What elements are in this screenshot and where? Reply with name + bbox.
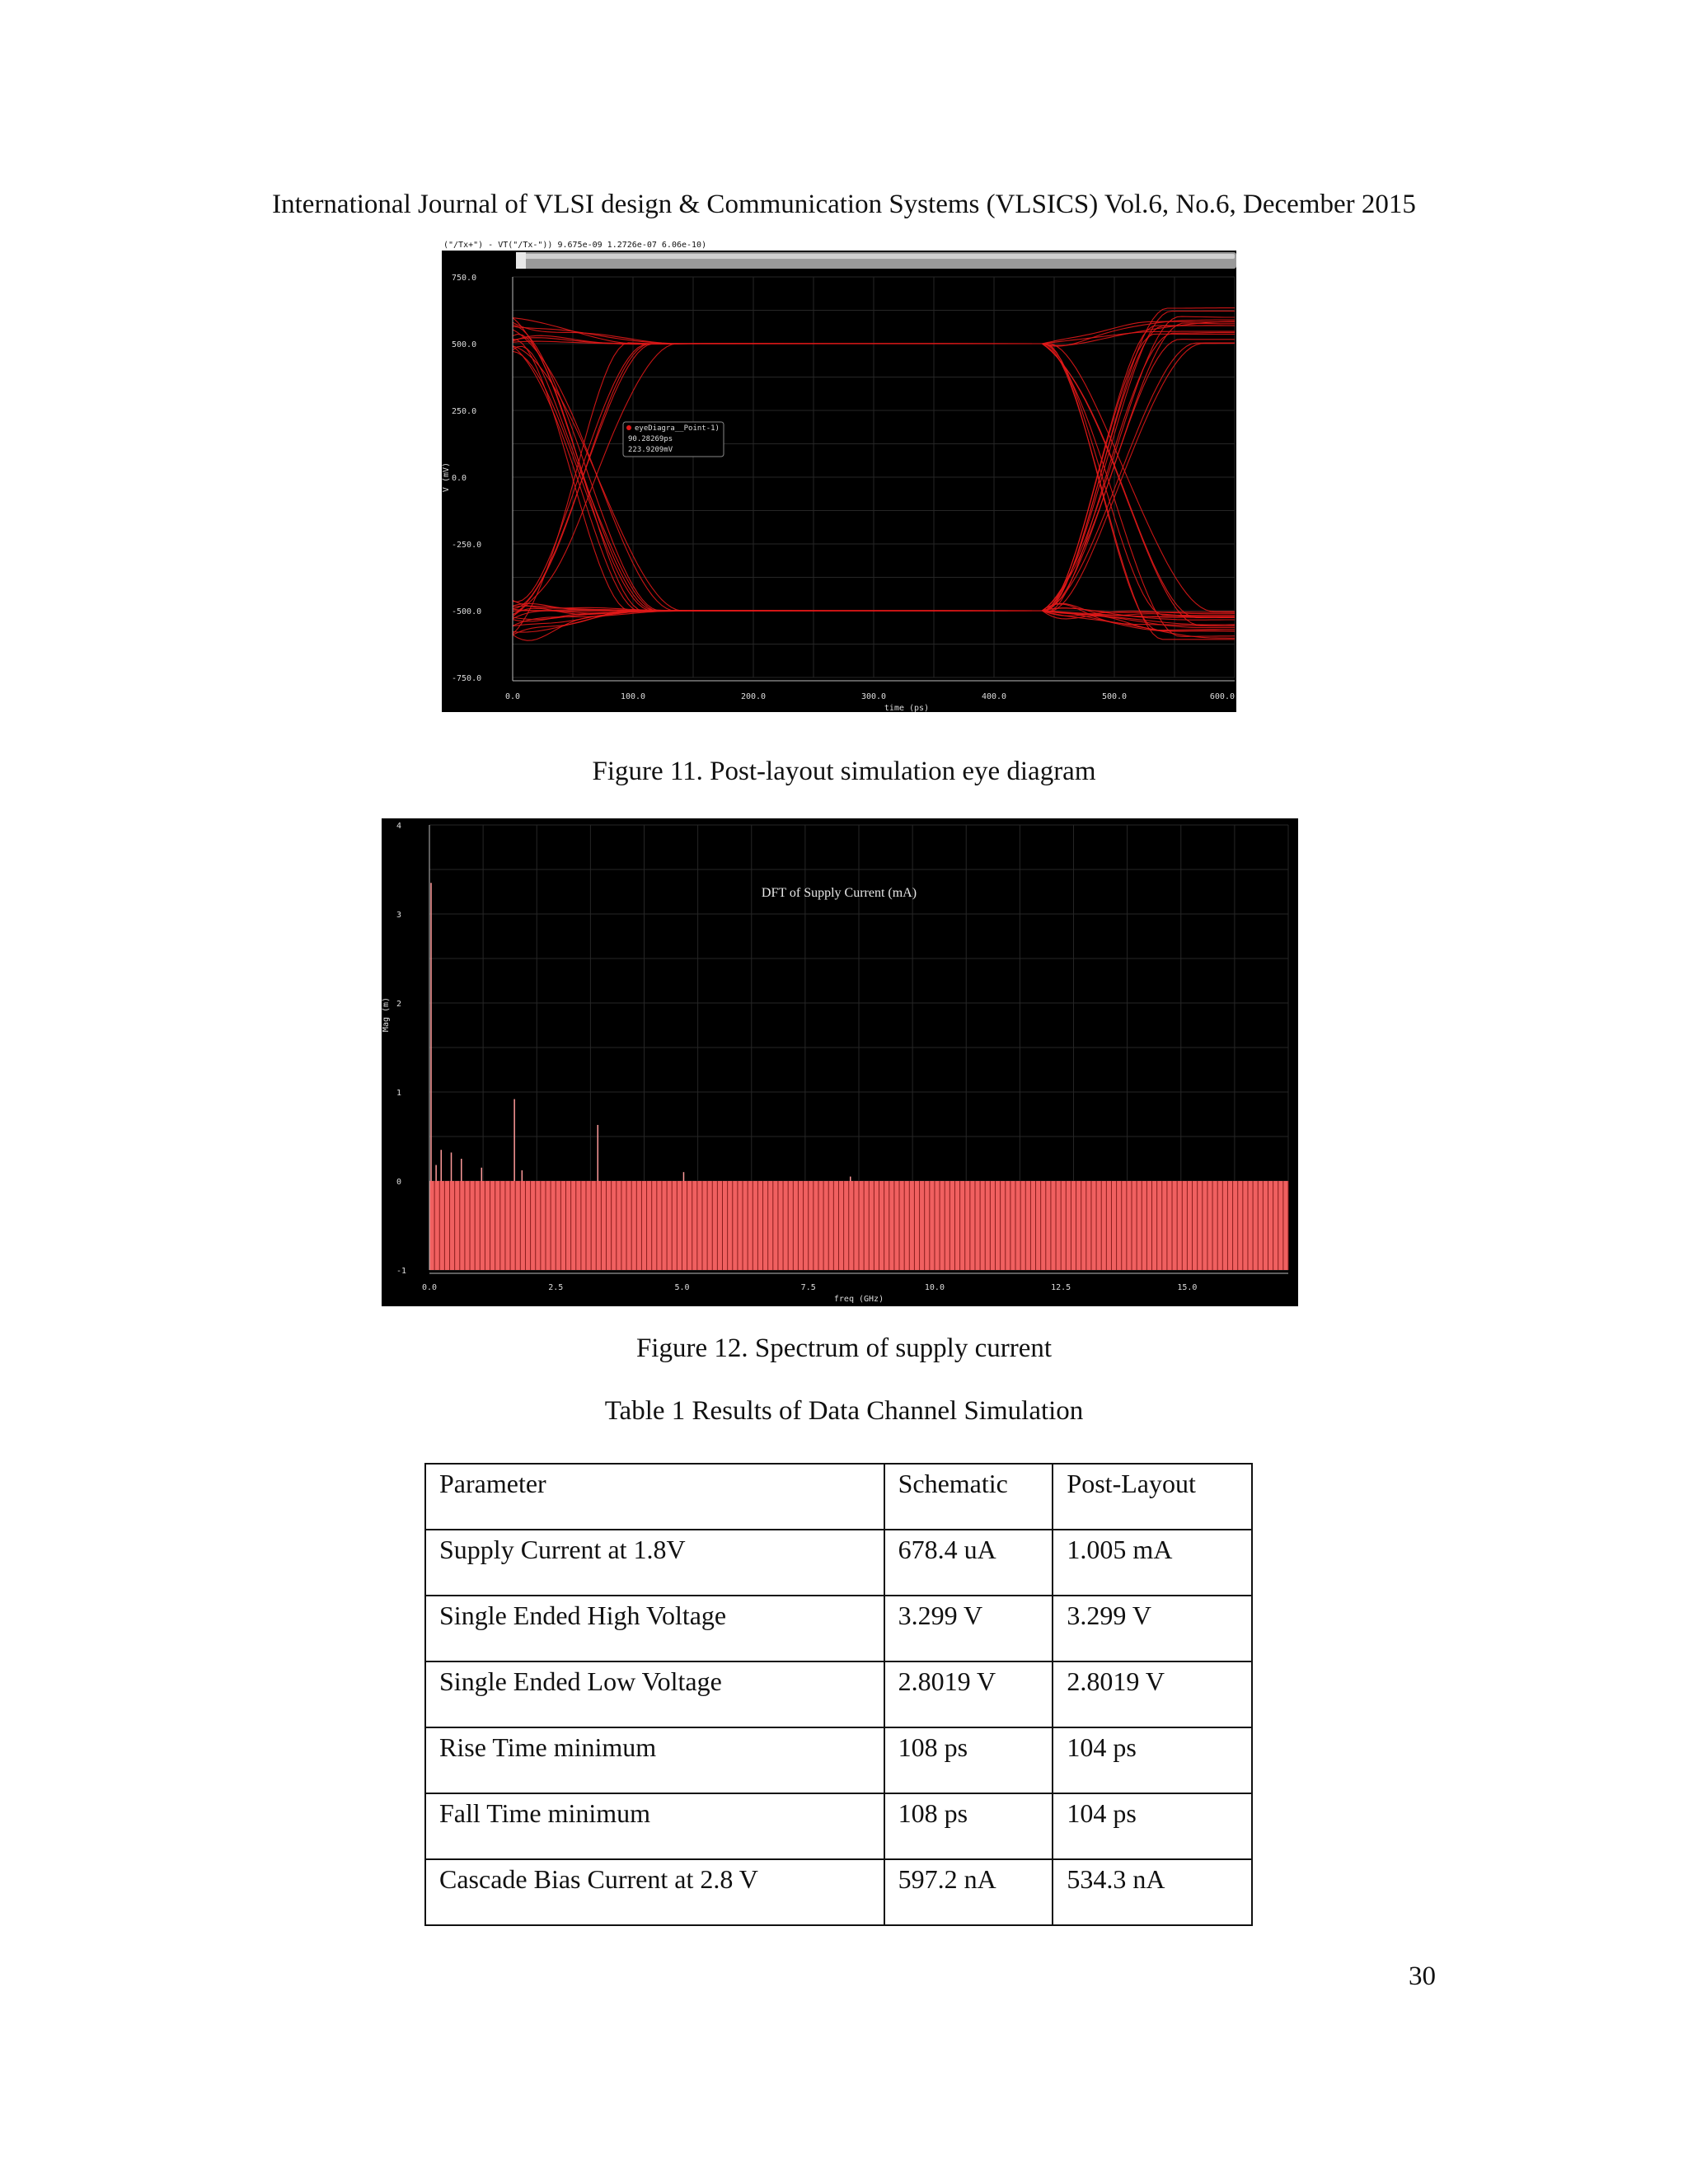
table-cell: 534.3 nA bbox=[1053, 1859, 1252, 1925]
x-tick-label: 0.0 bbox=[421, 1283, 438, 1292]
table-cell: Single Ended High Voltage bbox=[425, 1596, 884, 1661]
y-tick-label: 250.0 bbox=[452, 407, 477, 416]
table-cell: 597.2 nA bbox=[884, 1859, 1053, 1925]
results-table bbox=[424, 1463, 1253, 1926]
table-cell: Single Ended Low Voltage bbox=[425, 1661, 884, 1727]
table-cell: 2.8019 V bbox=[1053, 1661, 1252, 1727]
table-cell: Supply Current at 1.8V bbox=[425, 1530, 884, 1596]
x-tick-label: 100.0 bbox=[620, 692, 646, 701]
spectrum-figure bbox=[382, 818, 1298, 1306]
table-cell: Fall Time minimum bbox=[425, 1793, 884, 1859]
running-header: International Journal of VLSI design & Communication Systems (VLSICS) Vol.6, No.6, December 2015 bbox=[272, 190, 1416, 219]
zoom-scrollbar-highlight bbox=[518, 254, 1235, 259]
x-tick-label: 10.0 bbox=[924, 1283, 945, 1292]
y-tick-label: -1 bbox=[396, 1267, 407, 1276]
y-tick-label: -500.0 bbox=[452, 607, 482, 616]
y-tick-label: 750.0 bbox=[452, 274, 477, 283]
figure-11-caption: Figure 11. Post-layout simulation eye diagram bbox=[592, 757, 1096, 786]
x-tick-label: 600.0 bbox=[1209, 692, 1235, 701]
table-cell: 2.8019 V bbox=[884, 1661, 1053, 1727]
table-cell: 3.299 V bbox=[884, 1596, 1053, 1661]
x-tick-label: 0.0 bbox=[504, 692, 521, 701]
table-row bbox=[425, 1793, 1252, 1859]
table-cell: 678.4 uA bbox=[884, 1530, 1053, 1596]
marker-label: eyeDiagra__Point-1) bbox=[635, 424, 720, 433]
spectrum-plot bbox=[382, 818, 1298, 1306]
page-number: 30 bbox=[1409, 1961, 1436, 1991]
table-1-caption: Table 1 Results of Data Channel Simulation bbox=[604, 1396, 1084, 1426]
x-tick-label: 15.0 bbox=[1177, 1283, 1198, 1292]
table-row bbox=[425, 1661, 1252, 1727]
table-cell: 3.299 V bbox=[1053, 1596, 1252, 1661]
table-row bbox=[425, 1859, 1252, 1925]
waveform-expression: ("/Tx+") - VT("/Tx-")) 9.675e-09 1.2726e-07 6.06e-10) bbox=[443, 241, 707, 250]
eye-diagram-plot bbox=[442, 237, 1236, 712]
table-header-cell: Parameter bbox=[425, 1464, 884, 1530]
y-axis-label: V (mV) bbox=[442, 462, 451, 493]
table-cell: Cascade Bias Current at 2.8 V bbox=[425, 1859, 884, 1925]
table-header-cell: Schematic bbox=[884, 1464, 1053, 1530]
marker-x-readout: 90.28269ps bbox=[628, 435, 673, 443]
spectrum-title: DFT of Supply Current (mA) bbox=[761, 886, 917, 900]
table-row bbox=[425, 1530, 1252, 1596]
y-tick-label: 0.0 bbox=[452, 474, 467, 483]
table-row bbox=[425, 1596, 1252, 1661]
x-axis-label: freq (GHz) bbox=[833, 1295, 884, 1304]
eye-marker[interactable] bbox=[623, 422, 724, 457]
y-tick-label: 500.0 bbox=[452, 340, 477, 349]
figure-12-caption: Figure 12. Spectrum of supply current bbox=[635, 1333, 1053, 1363]
table-header-cell: Post-Layout bbox=[1053, 1464, 1252, 1530]
marker-dot-icon bbox=[626, 425, 631, 430]
x-tick-label: 2.5 bbox=[548, 1283, 564, 1292]
x-axis-label: time (ps) bbox=[884, 704, 930, 712]
table-header-row bbox=[425, 1464, 1252, 1530]
y-tick-label: -250.0 bbox=[452, 541, 482, 550]
y-tick-label: 4 bbox=[396, 822, 402, 831]
eye-diagram-figure bbox=[442, 237, 1236, 712]
x-tick-label: 400.0 bbox=[981, 692, 1007, 701]
table-cell: 108 ps bbox=[884, 1727, 1053, 1793]
y-tick-label: 2 bbox=[396, 1000, 402, 1009]
table-cell: 108 ps bbox=[884, 1793, 1053, 1859]
x-tick-label: 500.0 bbox=[1101, 692, 1128, 701]
x-tick-label: 200.0 bbox=[740, 692, 767, 701]
table-cell: 104 ps bbox=[1053, 1727, 1252, 1793]
y-tick-label: 1 bbox=[396, 1089, 402, 1098]
y-tick-label: 3 bbox=[396, 911, 402, 920]
x-tick-label: 300.0 bbox=[860, 692, 887, 701]
table-row bbox=[425, 1727, 1252, 1793]
x-tick-label: 7.5 bbox=[800, 1283, 816, 1292]
table-cell: 104 ps bbox=[1053, 1793, 1252, 1859]
marker-y-readout: 223.9209mV bbox=[628, 446, 673, 454]
y-tick-label: 0 bbox=[396, 1178, 402, 1187]
scrollbar-handle[interactable] bbox=[516, 252, 526, 269]
y-axis-label: Mag (m) bbox=[382, 996, 391, 1033]
table-cell: 1.005 mA bbox=[1053, 1530, 1252, 1596]
y-tick-label: -750.0 bbox=[452, 674, 482, 683]
table-cell: Rise Time minimum bbox=[425, 1727, 884, 1793]
x-tick-label: 5.0 bbox=[674, 1283, 690, 1292]
x-tick-label: 12.5 bbox=[1051, 1283, 1071, 1292]
